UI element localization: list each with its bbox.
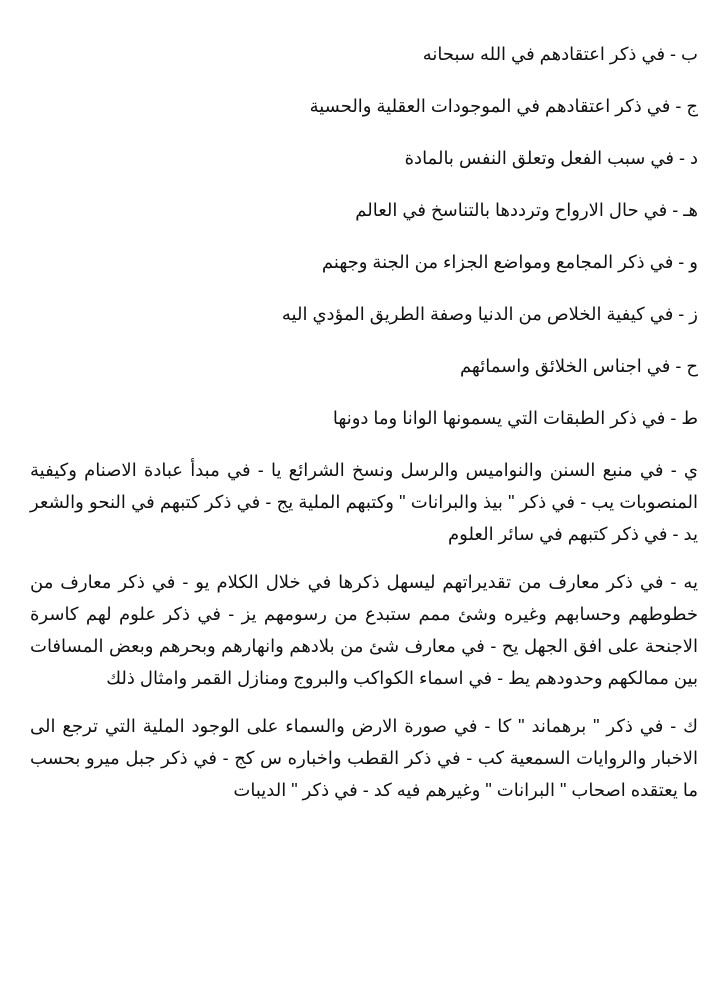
- toc-item-b: ب - في ذكر اعتقادهم في الله سبحانه: [422, 44, 698, 64]
- toc-item-jim: ج - في ذكر اعتقادهم في الموجودات العقلية والحسية: [309, 96, 698, 116]
- toc-item-ha: هـ - في حال الارواح وترددها بالتناسخ في العالم: [355, 200, 698, 220]
- toc-item-waw: و - في ذكر المجامع ومواضع الجزاء من الجنة وجهنم: [321, 252, 698, 272]
- toc-paragraph-ya: ي - في منبع السنن والنواميس والرسل ونسخ الشرائع يا - في مبدأ عبادة الاصنام وكيفية المنصوبات يب - في ذكر " بيذ والبرانات " وكتبهم الملية يج - في ذكر كتبهم في النحو والشعر يد - في ذكر كتبهم في سائر العلوم: [30, 460, 698, 544]
- toc-item-dal: د - في سبب الفعل وتعلق النفس بالمادة: [404, 148, 698, 168]
- toc-paragraph-yh: يه - في ذكر معارف من تقديراتهم ليسهل ذكرها في خلال الكلام يو - في ذكر معارف من خطوطهم وحسابهم وغيره وشئ ممم ستبدع من رسومهم يز - في ذكر علوم لهم كاسرة الاجنحة على افق الجهل يح - في معارف شئ من بلادهم وانهارهم وبحرهم وبعض المسافات بين ممالكهم وحدودهم يط - في اسماء الكواكب والبروج ومنازل القمر وامثال ذلك: [30, 572, 698, 688]
- toc-item-zay: ز - في كيفية الخلاص من الدنيا وصفة الطريق المؤدي اليه: [281, 304, 698, 324]
- toc-paragraph-k: ك - في ذكر " برهماند " كا - في صورة الارض والسماء على الوجود الملية التي ترجع الى الاخبار والروايات السمعية كب - في ذكر القطب واخباره س كج - في ذكر جبل ميرو بحسب ما يعتقده اصحاب " البرانات " وغيرهم فيه كد - في ذكر " الديبات: [30, 716, 698, 800]
- toc-item-tta: ط - في ذكر الطبقات التي يسمونها الوانا وما دونها: [332, 408, 698, 428]
- toc-item-hha: ح - في اجناس الخلائق واسمائهم: [459, 356, 698, 376]
